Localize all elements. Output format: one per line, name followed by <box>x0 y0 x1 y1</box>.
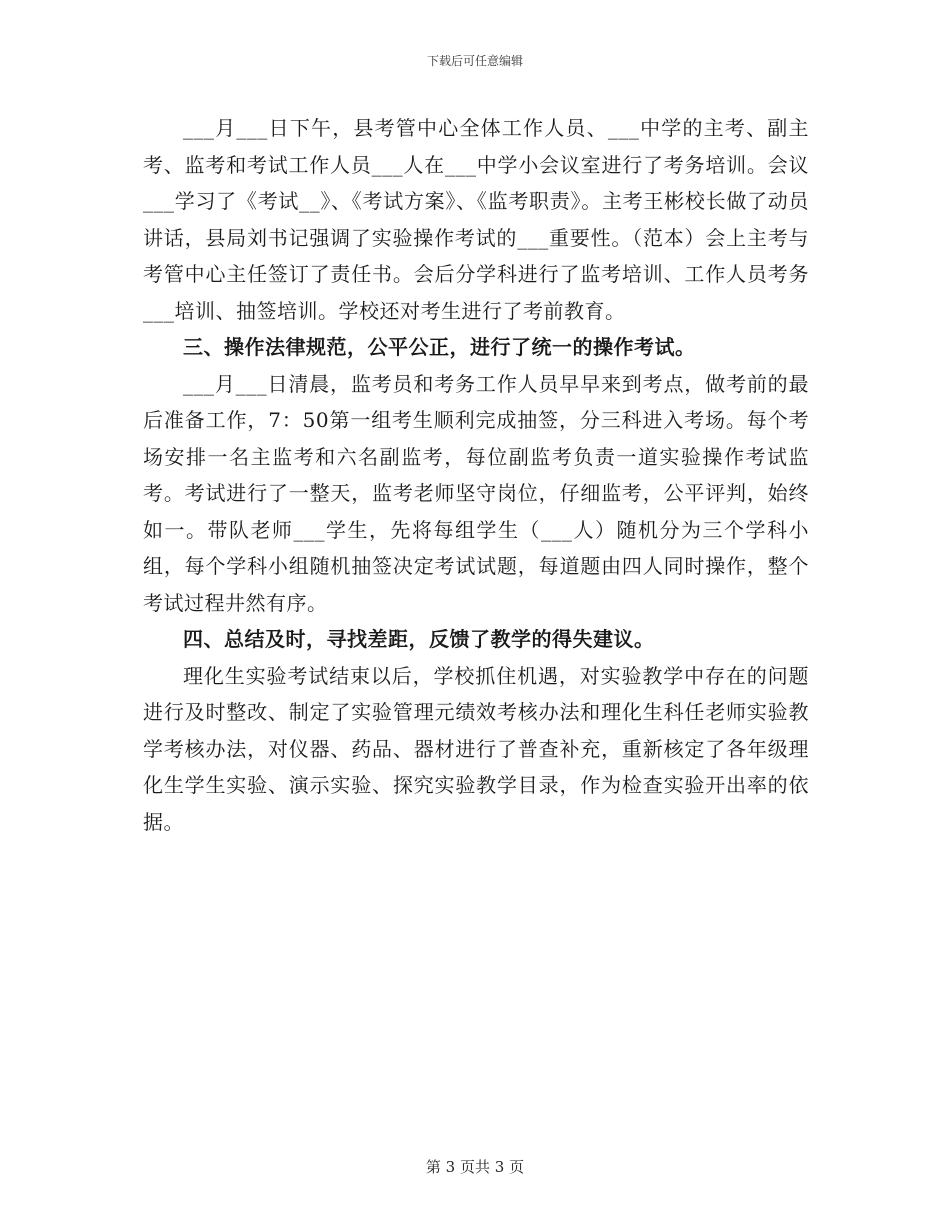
page-number: 第 3 页共 3 页 <box>425 1158 525 1176</box>
section-heading-three: 三、操作法律规范，公平公正，进行了统一的操作考试。 <box>183 335 696 359</box>
document-body <box>143 110 809 840</box>
paragraph-training: ___月___日下午，县考管中心全体工作人员、___中学的主考、副主考、监考和考试工作人员___人在___中学小会议室进行了考务培训。会议___学习了《考试__》、《考试方案》、《监考职责》。主考王彬校长做了动员讲话，县局刘书记强调了实验操作考试的___重要性。（范本）会上主考与考管中心主任签订了责任书。会后分学科进行了监考培训、工作人员考务___培训、抽签培训。学校还对考生进行了考前教育。 <box>143 116 809 323</box>
section-heading-four: 四、总结及时，寻找差距，反馈了教学的得失建议。 <box>183 627 655 651</box>
paragraph-exam-process: ___月___日清晨，监考员和考务工作人员早早来到考点，做考前的最后准备工作，7：50第一组考生顺利完成抽签，分三科进入考场。每个考场安排一名主监考和六名副监考，每位副监考负责一道实验操作考试监考。考试进行了一整天，监考老师坚守岗位，仔细监考，公平评判，始终如一。带队老师___学生，先将每组学生（___人）随机分为三个学科小组，每个学科小组随机抽签决定考试试题，每道题由四人同时操作，整个考试过程井然有序。 <box>143 371 809 615</box>
page-header: 下载后可任意编辑 <box>426 54 523 68</box>
paragraph-summary: 理化生实验考试结束以后，学校抓住机遇，对实验教学中存在的问题进行及时整改、制定了实验管理元绩效考核办法和理化生科任老师实验教学考核办法，对仪器、药品、器材进行了普查补充，重新核定了各年级理化生学生实验、演示实验、探究实验教学目录，作为检查实验开出率的依据。 <box>143 663 809 834</box>
